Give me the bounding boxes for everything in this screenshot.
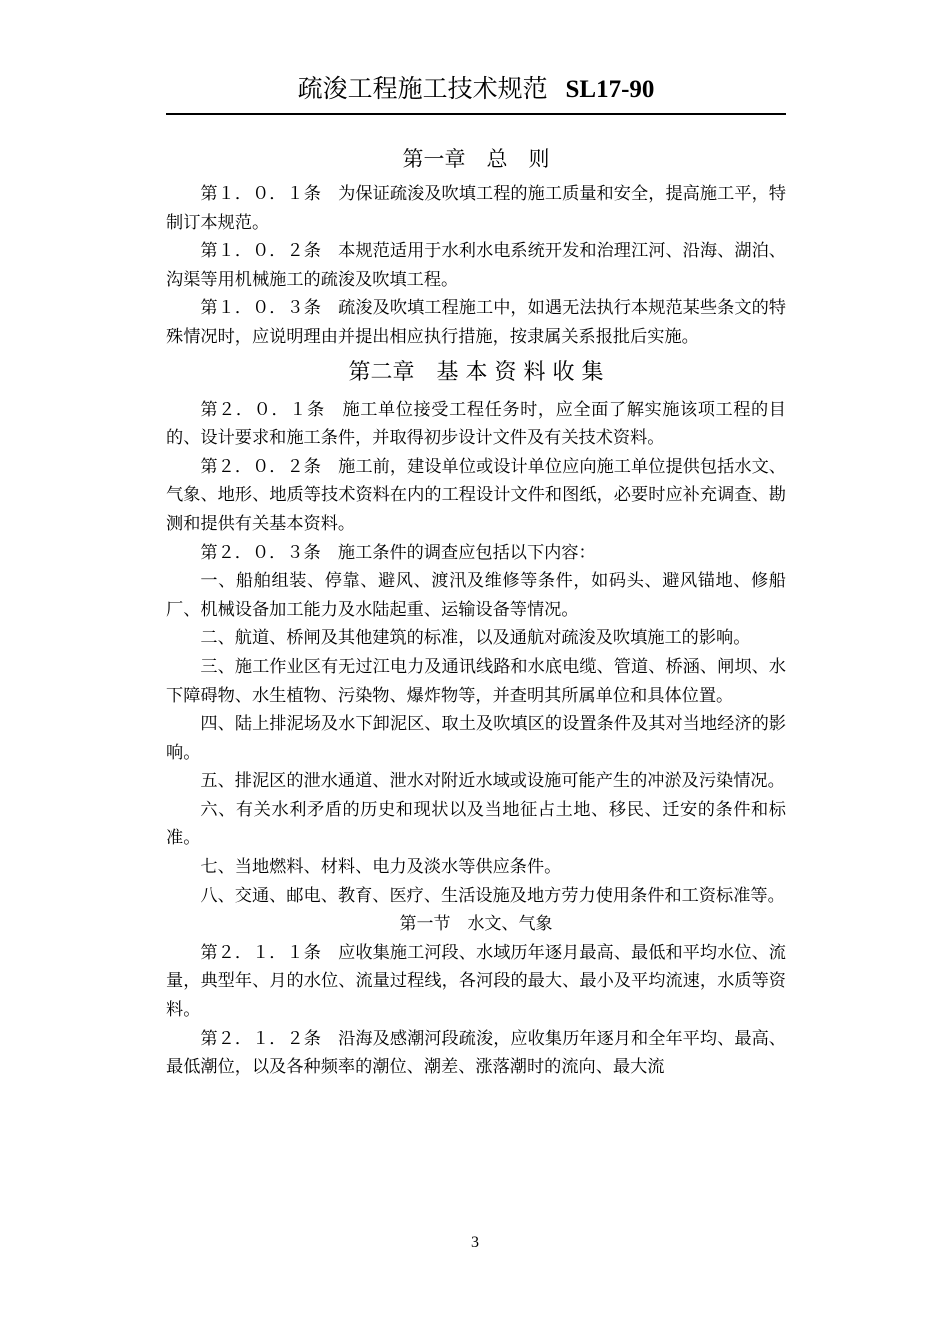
article-2-1-2: 第２．１．２条 沿海及感潮河段疏浚，应收集历年逐月和全年平均、最高、最低潮位，以及各种频率的潮位、潮差、涨落潮时的流向、最大流 bbox=[166, 1028, 786, 1078]
article-1-0-1: 第１．０．１条 为保证疏浚及吹填工程的施工质量和安全，提高施工平，特制订本规范。 bbox=[166, 184, 786, 233]
header-title: 疏浚工程施工技术规范 bbox=[297, 74, 548, 103]
chapter-2-heading: 第二章 基 本 资 料 收 集 bbox=[348, 359, 604, 385]
list-item-1: 一、船舶组装、停靠、避风、渡汛及维修等条件，如码头、避风锚地、修船厂、机械设备加工能力及水陆起重、运输设备等情况。 bbox=[166, 571, 786, 620]
list-item-7: 七、当地燃料、材料、电力及淡水等供应条件。 bbox=[200, 857, 562, 878]
article-2-0-1: 第２．０．１条 施工单位接受工程任务时，应全面了解实施该项工程的目的、设计要求和施工条件，并取得初步设计文件及有关技术资料。 bbox=[166, 399, 786, 449]
body-content bbox=[166, 140, 786, 1082]
article-2-1-1: 第２．１．１条 应收集施工河段、水域历年逐月最高、最低和平均水位、流量，典型年、月的水位、流量过程线，各河段的最大、最小及平均流速，水质等资料。 bbox=[166, 942, 786, 1021]
article-2-0-2: 第２．０．２条 施工前，建设单位或设计单位应向施工单位提供包括水文、气象、地形、地质等技术资料在内的工程设计文件和图纸，必要时应补充调查、勘测和提供有关基本资料。 bbox=[166, 456, 786, 534]
header-standard-code: SL17-90 bbox=[565, 76, 655, 103]
section-1-heading: 第一节 水文、气象 bbox=[399, 914, 553, 935]
header-rule bbox=[166, 113, 786, 115]
article-1-0-2: 第１．０．２条 本规范适用于水利水电系统开发和治理江河、沿海、湖泊、沟渠等用机械施工的疏浚及吹填工程。 bbox=[166, 241, 786, 290]
list-item-5: 五、排泥区的泄水通道、泄水对附近水域或设施可能产生的冲淤及污染情况。 bbox=[200, 771, 785, 792]
list-item-2: 二、航道、桥闸及其他建筑的标准，以及通航对疏浚及吹填施工的影响。 bbox=[200, 628, 751, 649]
list-item-3: 三、施工作业区有无过江电力及通讯线路和水底电缆、管道、桥涵、闸坝、水下障碍物、水生植物、污染物、爆炸物等，并查明其所属单位和具体位置。 bbox=[166, 656, 786, 706]
list-item-6: 六、有关水利矛盾的历史和现状以及当地征占土地、移民、迁安的条件和标准。 bbox=[166, 799, 786, 849]
page-number: 3 bbox=[471, 1234, 479, 1251]
list-item-4: 四、陆上排泥场及水下卸泥区、取土及吹填区的设置条件及其对当地经济的影响。 bbox=[166, 714, 786, 763]
running-header bbox=[166, 72, 786, 107]
article-2-0-3: 第２．０．３条 施工条件的调查应包括以下内容： bbox=[200, 542, 596, 563]
article-1-0-3: 第１．０．３条 疏浚及吹填工程施工中，如遇无法执行本规范某些条文的特殊情况时，应说明理由并提出相应执行措施，按隶属关系报批后实施。 bbox=[166, 298, 786, 347]
chapter-1-heading: 第一章 总 则 bbox=[402, 147, 550, 171]
list-item-8: 八、交通、邮电、教育、医疗、生活设施及地方劳力使用条件和工资标准等。 bbox=[200, 885, 785, 906]
